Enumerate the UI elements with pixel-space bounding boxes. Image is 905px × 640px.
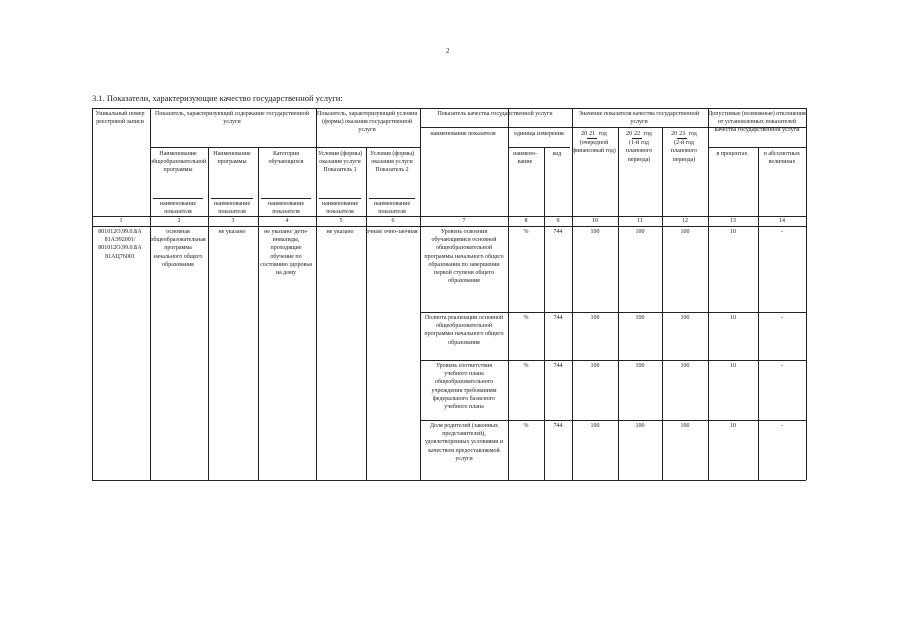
grid-vline-0 <box>92 108 93 480</box>
row2-deviation-absolute: - <box>781 315 783 321</box>
year2-note: (1-й год планового периода) <box>625 140 653 163</box>
row2-value-year3: 100 <box>680 315 690 321</box>
desc-vline-1 <box>258 147 259 480</box>
row3-deviation-absolute: - <box>781 363 783 369</box>
subheader-name-2: наименование показателя <box>213 201 251 216</box>
record-cond1: не указано <box>326 229 354 235</box>
name-underline-1 <box>153 198 203 199</box>
row1-value-year2: 100 <box>635 229 645 235</box>
row-separator-2 <box>420 360 806 361</box>
header-unit-code: код <box>552 151 562 157</box>
row3-value-year2: 100 <box>635 363 645 369</box>
row1-deviation-absolute: - <box>781 229 783 235</box>
header-conditions-group: Показатель, характеризующий условия (формы) оказания государственной услуги <box>316 111 418 134</box>
name-underline-4 <box>319 198 361 199</box>
row4-indicator-name: Доля родителей (законных представителей), удовлетворенных условиями и качеством предоставляемой услуги <box>424 423 504 462</box>
row2-indicator-name: Полнота реализации основной общеобразовательной программы начального общего образования <box>424 315 504 346</box>
header-cond1: Условия (формы) оказания услуги Показатель 1 <box>317 151 363 174</box>
row4-value-year3: 100 <box>680 423 690 429</box>
year3-value: 23 <box>677 130 687 139</box>
header-cond2: Условия (формы) оказания услуги Показатель 2 <box>369 151 415 174</box>
row1-value-year3: 100 <box>680 229 690 235</box>
row2-unit: % <box>523 315 529 321</box>
row4-value-year2: 100 <box>635 423 645 429</box>
header-unique-no: Уникальный номер реестровой записи <box>95 111 145 126</box>
header-category: Категория обучающихся <box>268 151 304 166</box>
col-number-10: 10 <box>592 218 598 224</box>
row1-unit: % <box>523 229 529 235</box>
col-number-7: 7 <box>462 218 466 224</box>
colnum-bottom-border <box>92 226 806 227</box>
col-number-9: 9 <box>556 218 560 224</box>
unit-subheader-line <box>508 147 570 148</box>
desc-vline-3 <box>366 147 367 480</box>
row1-unit-code: 744 <box>553 229 563 235</box>
col-number-13: 13 <box>730 218 736 224</box>
row3-unit-code: 744 <box>553 363 563 369</box>
col-number-5: 5 <box>339 218 343 224</box>
desc-subheader-line <box>150 147 420 148</box>
row3-value-year3: 100 <box>680 363 690 369</box>
row-separator-1 <box>420 312 806 313</box>
year2-value: 22 <box>632 130 642 139</box>
year2-prefix: 20 <box>626 131 633 137</box>
header-year2 <box>618 130 660 164</box>
row2-value-year2: 100 <box>635 315 645 321</box>
col-number-6: 6 <box>391 218 395 224</box>
col-number-12: 12 <box>682 218 688 224</box>
col-number-14: 14 <box>779 218 785 224</box>
name-underline-5 <box>369 198 415 199</box>
header-year3 <box>662 130 706 164</box>
row4-unit: % <box>523 423 529 429</box>
header-program-name: Наименование программы <box>213 151 251 166</box>
row2-unit-code: 744 <box>553 315 563 321</box>
row-separator-3 <box>420 420 806 421</box>
subheader-name-3: наименование показателя <box>267 201 305 216</box>
header-unit-name: наимено-вание <box>513 151 537 166</box>
year1-value: 21 <box>587 130 597 139</box>
grid-vline-10 <box>806 108 807 480</box>
year3-note: (2-й год планового периода) <box>670 140 698 163</box>
header-edu-program: Наименование общеобразовательной программы <box>150 151 207 174</box>
record-edu-program: основная общеобразовательная программа начального общего образования <box>150 229 206 268</box>
section-heading: 3.1. Показатели, характеризующие качество государственной услуги: <box>92 93 343 103</box>
page-number: 2 <box>446 47 450 55</box>
subheader-name-1: наименование показателя <box>159 201 197 216</box>
header-content-group: Показатель, характеризующий содержание государственной услуги <box>155 111 309 126</box>
desc-vline-0 <box>208 147 209 480</box>
subheader-name-4: наименование показателя <box>321 201 359 216</box>
col-number-3: 3 <box>231 218 235 224</box>
header-indicator-name: наименование показателя <box>430 131 496 137</box>
name-underline-3 <box>261 198 311 199</box>
row1-deviation-percent: 10 <box>730 229 736 235</box>
col-number-2: 2 <box>177 218 181 224</box>
year1-note: (очередной финансовый год) <box>572 140 616 155</box>
row4-value-year1: 100 <box>590 423 600 429</box>
row3-unit: % <box>523 363 529 369</box>
year3-prefix: 20 <box>671 131 678 137</box>
col-number-1: 1 <box>119 218 123 224</box>
row1-value-year1: 100 <box>590 229 600 235</box>
subheader-name-5: наименование показателя <box>373 201 411 216</box>
col-number-11: 11 <box>637 218 643 224</box>
row3-deviation-percent: 10 <box>730 363 736 369</box>
row3-indicator-name: Уровень соответствия учебного плана общеобразовательного учреждения требованиям федерального базисного учебного плана <box>431 363 497 411</box>
header-year1 <box>572 130 616 156</box>
name-underline-2 <box>211 198 253 199</box>
record-category: не указано/ дети-инвалиды, проходящие обучение по состоянию здоровья на дому <box>260 229 312 277</box>
row1-indicator-name: Уровень освоения обучающимися основной общеобразовательной программы начального общего образования по завершении первой ступени общего образования <box>424 229 504 285</box>
year3-suffix: год <box>688 131 697 137</box>
header-value-group: Значение показателя качества государственной услуги <box>578 111 700 126</box>
deviation-subheader-line <box>708 147 806 148</box>
table-bottom-border <box>92 480 806 481</box>
row4-deviation-absolute: - <box>781 423 783 429</box>
record-unique-no: 801012О.99.0.БА 81АЭ92001/ 801012О.99.0.БА 81АЦ76001 <box>98 229 142 260</box>
header-in-percent: в процентах <box>716 151 748 157</box>
col-number-8: 8 <box>524 218 528 224</box>
row2-deviation-percent: 10 <box>730 315 736 321</box>
year1-suffix: год <box>598 131 607 137</box>
year1-prefix: 20 <box>581 131 588 137</box>
table-top-border <box>92 108 806 109</box>
row4-unit-code: 744 <box>553 423 563 429</box>
record-cond2: очная/ очно-заочная <box>366 229 418 235</box>
header-in-absolute: в абсолютных величинах <box>764 151 800 166</box>
year2-suffix: год <box>643 131 652 137</box>
header-deviation-group: Допустимые (возможные) отклонения от установленных показателей качества государственной услуги <box>708 111 806 134</box>
header-quality-group: Показатель качества государственной услуги <box>437 111 553 117</box>
record-program-name: не указано <box>218 229 246 235</box>
col-number-4: 4 <box>285 218 289 224</box>
row4-deviation-percent: 10 <box>730 423 736 429</box>
header-unit: единица измерения <box>514 131 564 137</box>
row2-value-year1: 100 <box>590 315 600 321</box>
row3-value-year1: 100 <box>590 363 600 369</box>
